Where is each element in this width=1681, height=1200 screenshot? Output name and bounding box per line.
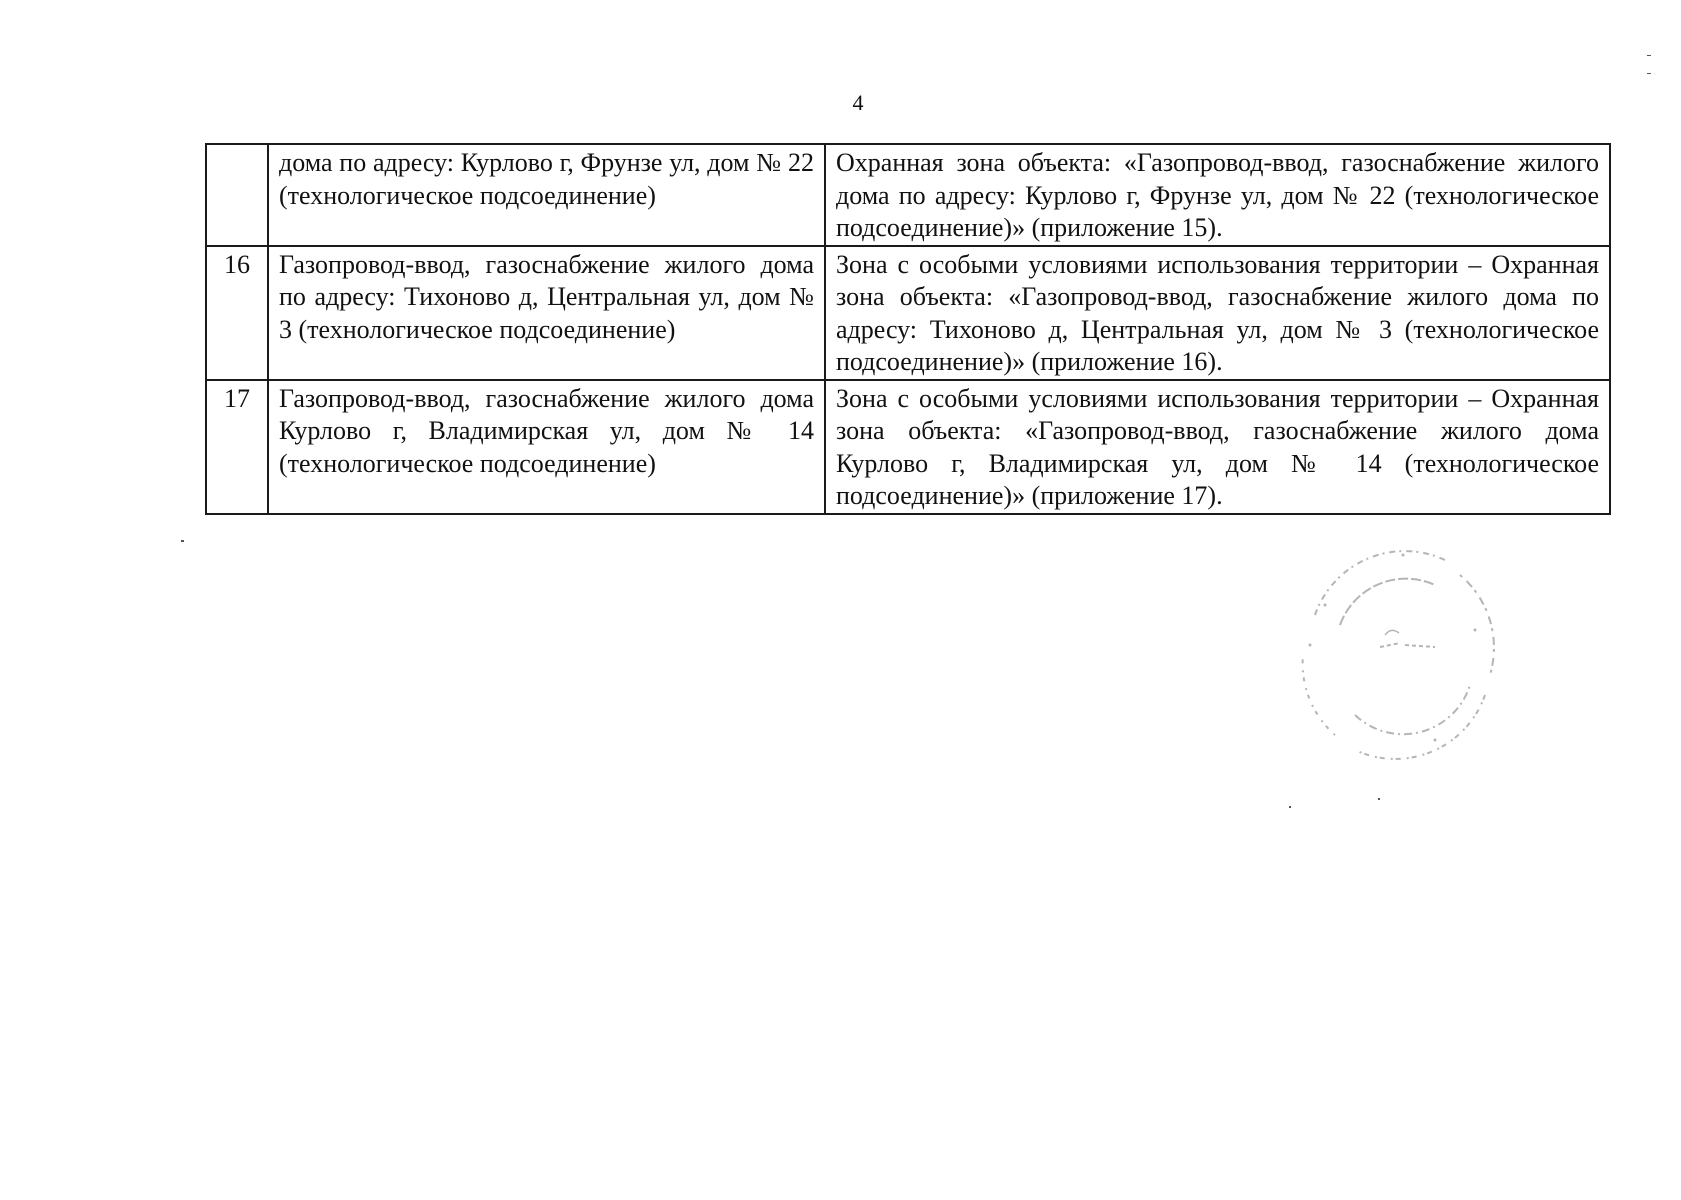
row-number: 17 <box>206 380 268 514</box>
seal-icon <box>1285 535 1515 765</box>
row-number: 16 <box>206 246 268 380</box>
table-row <box>206 246 1610 380</box>
zone-description-cell: Зона с особыми условиями использования территории – Охранная зона объекта: «Газопровод-ввод, газоснабжение жилого дома Курлово г, Владимирская ул, дом № 14 (технологическое подсоединение)» (приложение 17). <box>825 380 1610 514</box>
table-row <box>206 380 1610 514</box>
row-number <box>206 144 268 246</box>
object-name-cell: Газопровод-ввод, газоснабжение жилого дома по адресу: Тихоново д, Центральная ул, дом № 3 (технологическое подсоединение) <box>268 246 825 380</box>
zone-description-cell: Зона с особыми условиями использования территории – Охранная зона объекта: «Газопровод-ввод, газоснабжение жилого дома по адресу: Тихоново д, Центральная ул, дом № 3 (технологическое подсоединение)» (приложение 16). <box>825 246 1610 380</box>
object-name-cell: дома по адресу: Курлово г, Фрунзе ул, дом № 22 (технологическое подсоединение) <box>268 144 825 246</box>
table-row <box>206 144 1610 246</box>
page-number: 4 <box>852 90 864 115</box>
object-name-cell: Газопровод-ввод, газоснабжение жилого дома Курлово г, Владимирская ул, дом № 14 (технологическое подсоединение) <box>268 380 825 514</box>
zones-table <box>205 143 1611 515</box>
zone-description-cell: Охранная зона объекта: «Газопровод-ввод, газоснабжение жилого дома по адресу: Курлово г, Фрунзе ул, дом № 22 (технологическое подсоединение)» (приложение 15). <box>825 144 1610 246</box>
